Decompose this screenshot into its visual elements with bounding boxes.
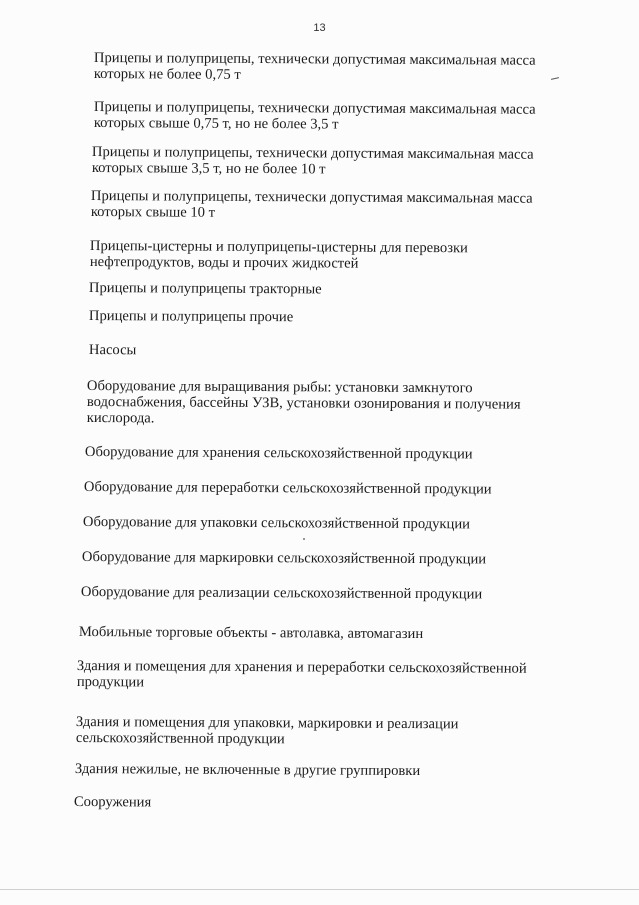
- list-item-line: Прицепы и полуприцепы прочие: [88, 308, 294, 326]
- list-item: [91, 188, 533, 223]
- list-item: [94, 50, 536, 85]
- list-item-line: Прицепы и полуприцепы, технически допустимая максимальная масса: [90, 188, 533, 207]
- list-item: [89, 342, 137, 358]
- list-item-line: Прицепы и полуприцепы, технически допустимая максимальная масса: [93, 99, 536, 118]
- stray-pen-mark: [551, 77, 559, 80]
- list-item-line: Оборудование для упаковки сельскохозяйственной продукции: [82, 514, 471, 533]
- list-item: [75, 761, 420, 779]
- list-item: [77, 658, 527, 693]
- list-item-line: Оборудование для маркировки сельскохозяйственной продукции: [81, 549, 487, 568]
- list-item: [83, 514, 470, 532]
- list-item: [74, 794, 151, 810]
- list-item-line: нефтепродуктов, воды и прочих жидкостей: [89, 253, 359, 272]
- list-item-line: продукции: [76, 673, 145, 691]
- list-item: [89, 308, 293, 325]
- list-item-line: Сооружения: [73, 794, 152, 811]
- list-item: [87, 378, 521, 429]
- list-item-line: Прицепы-цистерны и полуприцепы-цистерны для перевозки: [89, 238, 468, 257]
- list-item: [82, 549, 486, 567]
- list-item-line: Здания нежилые, не включенные в другие группировки: [74, 761, 421, 780]
- list-item-line: Прицепы и полуприцепы, технически допустимая максимальная масса: [93, 50, 536, 69]
- list-item-line: Здания и помещения для упаковки, маркировки и реализации: [75, 714, 459, 733]
- list-item: [90, 238, 468, 272]
- list-item-line: Оборудование для переработки сельскохозяйственной продукции: [83, 479, 492, 498]
- list-item-line: Оборудование для хранения сельскохозяйственной продукции: [84, 444, 473, 463]
- page-number: 13: [313, 22, 326, 34]
- list-item: [79, 624, 423, 642]
- list-item: [89, 280, 322, 297]
- stray-dot-mark: [303, 538, 305, 540]
- list-item: [76, 714, 459, 748]
- list-item-line: Оборудование для реализации сельскохозяйственной продукции: [80, 584, 483, 603]
- scan-edge-line: [0, 889, 639, 890]
- list-item-line: Оборудование для выращивания рыбы: установки замкнутого: [86, 378, 473, 397]
- list-item-line: которых свыше 10 т: [90, 203, 216, 221]
- list-item: [92, 144, 534, 179]
- list-item: [94, 99, 536, 134]
- list-item: [85, 444, 473, 462]
- list-item-line: Мобильные торговые объекты - автолавка, автомагазин: [78, 624, 424, 643]
- list-item-line: Прицепы и полуприцепы, технически допустимая максимальная масса: [91, 144, 534, 163]
- list-item: [84, 479, 492, 497]
- list-item-line: которых свыше 3,5 т, но не более 10 т: [91, 159, 326, 178]
- list-item-line: Прицепы и полуприцепы тракторные: [88, 280, 322, 298]
- list-item-line: водоснабжения, бассейны УЗВ, установки озонирования и получения: [86, 393, 521, 413]
- list-item: [81, 584, 482, 602]
- list-item-line: сельскохозяйственной продукции: [75, 729, 285, 748]
- list-item-line: Здания и помещения для хранения и переработки сельскохозяйственной: [76, 658, 527, 677]
- list-item-line: которых не более 0,75 т: [93, 65, 241, 83]
- list-item-line: Насосы: [88, 342, 137, 359]
- list-item-line: кислорода.: [86, 409, 155, 427]
- list-item-line: которых свыше 0,75 т, но не более 3,5 т: [93, 114, 339, 133]
